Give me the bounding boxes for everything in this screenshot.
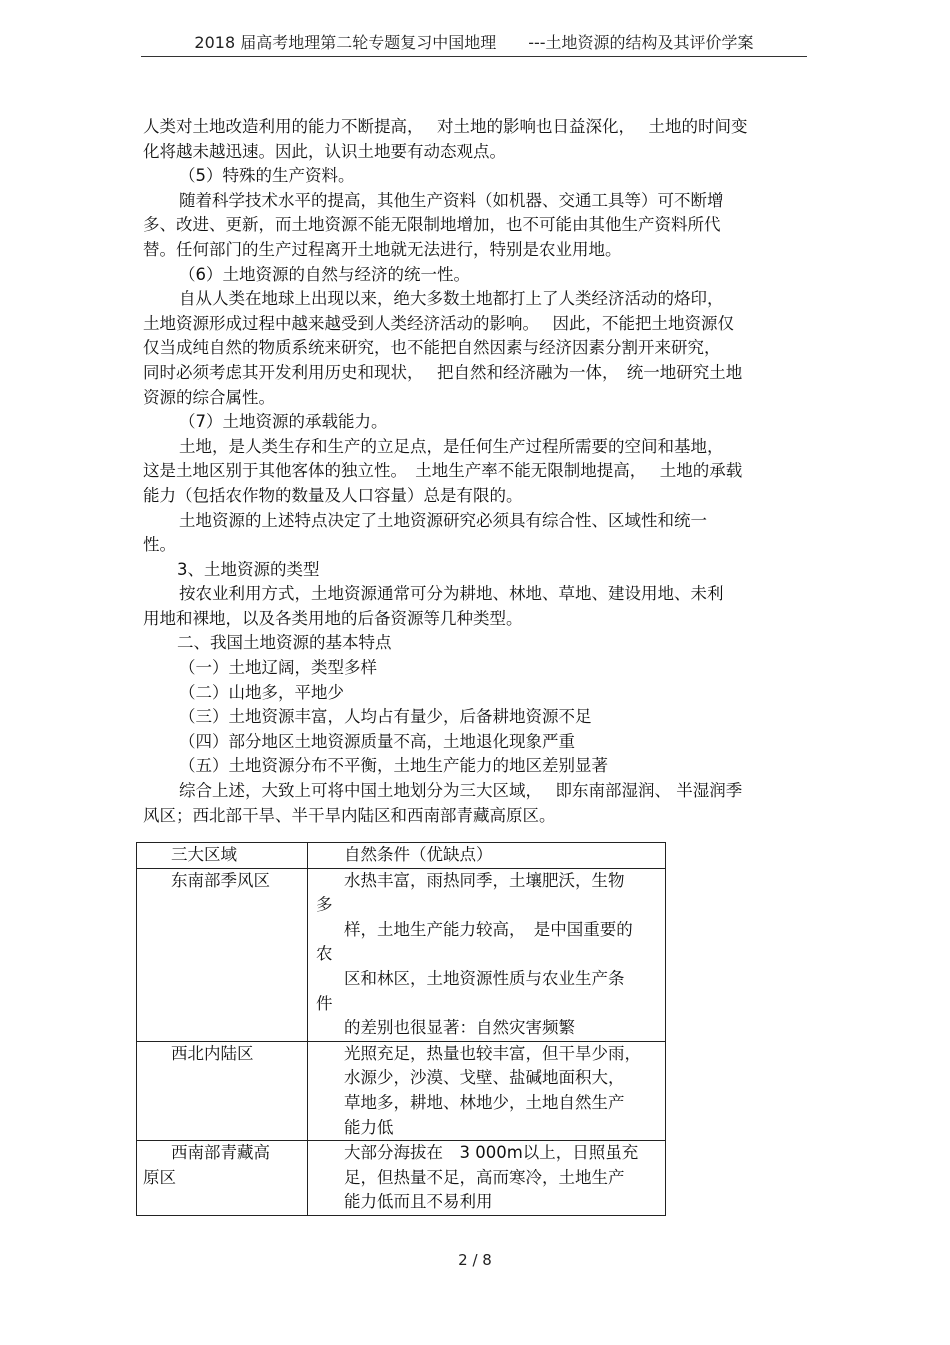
table-row xyxy=(137,868,666,1041)
condition-cell xyxy=(308,1041,666,1140)
text-line: 性。 xyxy=(143,535,176,555)
condition-text: 水源少，沙漠、戈壁、盐碱地面积大， xyxy=(344,1068,625,1088)
condition-text: 的差别也很显著：自然灾害频繁 xyxy=(344,1018,575,1038)
text-line: 土地资源形成过程中越来越受到人类经济活动的影响。 因此，不能把土地资源仅 xyxy=(143,313,734,333)
condition-text: 能力低 xyxy=(344,1117,394,1137)
table-row xyxy=(137,1141,666,1216)
document-body xyxy=(143,115,843,828)
text-line: （6）土地资源的自然与经济的统一性。 xyxy=(179,264,470,284)
region-name-cell xyxy=(137,868,308,1041)
condition-text: 件 xyxy=(316,993,333,1013)
region-name-cell xyxy=(137,1041,308,1140)
regions-table xyxy=(136,842,666,1216)
text-line: 用地和裸地，以及各类用地的后备资源等几种类型。 xyxy=(143,608,523,628)
text-line: 土地，是人类生存和生产的立足点，是任何生产过程所需要的空间和基地， xyxy=(179,436,724,456)
text-line: （7）土地资源的承载能力。 xyxy=(179,412,388,432)
text-line: 化将越未越迅速。因此，认识土地要有动态观点。 xyxy=(143,141,506,161)
condition-text: 草地多，耕地、林地少，土地自然生产 xyxy=(344,1092,625,1112)
text-line: （四）部分地区土地资源质量不高，土地退化现象严重 xyxy=(179,731,575,751)
condition-cell xyxy=(308,868,666,1041)
condition-text: 样，土地生产能力较高， 是中国重要的 xyxy=(344,919,633,939)
text-line: 二、我国土地资源的基本特点 xyxy=(177,633,392,653)
region-name: 原区 xyxy=(143,1167,176,1187)
condition-text: 足，但热量不足，高而寒冷，土地生产 xyxy=(344,1167,625,1187)
region-name: 西北内陆区 xyxy=(171,1043,254,1063)
page-header: 2018 届高考地理第二轮专题复习中国地理 ---土地资源的结构及其评价学案 xyxy=(194,33,754,52)
condition-text: 能力低而且不易利用 xyxy=(344,1192,493,1212)
text-line: （一）土地辽阔，类型多样 xyxy=(179,658,377,678)
text-line: 土地资源的上述特点决定了土地资源研究必须具有综合性、区域性和统一 xyxy=(179,510,707,530)
condition-text: 光照充足，热量也较丰富，但干旱少雨， xyxy=(344,1043,641,1063)
text-line: 这是土地区别于其他客体的独立性。 土地生产率不能无限制地提高， 土地的承载 xyxy=(143,461,743,481)
text-line: 多、改进、更新，而土地资源不能无限制地增加，也不可能由其他生产资料所代 xyxy=(143,215,721,235)
text-line: 替。任何部门的生产过程离开土地就无法进行，特别是农业用地。 xyxy=(143,239,622,259)
text-line: 自从人类在地球上出现以来，绝大多数土地都打上了人类经济活动的烙印， xyxy=(179,289,724,309)
condition-text: 大部分海拔在 3 000m以上，日照虽充 xyxy=(344,1143,639,1163)
table-header-cell xyxy=(308,843,666,869)
region-name: 东南部季风区 xyxy=(171,870,270,890)
text-line: （二）山地多，平地少 xyxy=(179,682,344,702)
text-line: 同时必须考虑其开发利用历史和现状， 把自然和经济融为一体， 统一地研究土地 xyxy=(143,362,743,382)
table-header-row xyxy=(137,843,666,869)
text-line: 资源的综合属性。 xyxy=(143,387,275,407)
text-line: 按农业利用方式，土地资源通常可分为耕地、林地、草地、建设用地、未利 xyxy=(179,584,724,604)
header-label: 自然条件（优缺点） xyxy=(344,845,493,864)
text-line: 随着科学技术水平的提高，其他生产资料（如机器、交通工具等）可不断增 xyxy=(179,190,724,210)
text-line: 3、土地资源的类型 xyxy=(177,559,320,579)
text-line: 仅当成纯自然的物质系统来研究，也不能把自然因素与经济因素分割开来研究， xyxy=(143,338,721,358)
text-line: 人类对土地改造利用的能力不断提高， 对土地的影响也日益深化， 土地的时间变 xyxy=(143,117,748,136)
text-line: 风区；西北部干旱、半干旱内陆区和西南部青藏高原区。 xyxy=(143,805,556,825)
table-row xyxy=(137,1041,666,1140)
condition-cell xyxy=(308,1141,666,1216)
condition-text: 多 xyxy=(316,895,333,915)
condition-text: 水热丰富，雨热同季，土壤肥沃，生物 xyxy=(344,870,625,890)
condition-text: 区和林区，土地资源性质与农业生产条 xyxy=(344,968,625,988)
text-line: （五）土地资源分布不平衡，土地生产能力的地区差别显著 xyxy=(179,756,608,776)
text-line: 能力（包括农作物的数量及人口容量）总是有限的。 xyxy=(143,485,523,505)
header-divider xyxy=(141,56,807,57)
region-name: 西南部青藏高 xyxy=(171,1143,270,1163)
text-line: 综合上述，大致上可将中国土地划分为三大区域， 即东南部湿润、 半湿润季 xyxy=(179,781,743,801)
text-line: （三）土地资源丰富，人均占有量少，后备耕地资源不足 xyxy=(179,707,592,727)
header-label: 三大区域 xyxy=(171,845,237,864)
table-header-cell xyxy=(137,843,308,869)
region-name-cell xyxy=(137,1141,308,1216)
condition-text: 农 xyxy=(316,944,333,964)
page-number: 2 / 8 xyxy=(458,1251,492,1269)
text-line: （5）特殊的生产资料。 xyxy=(179,166,355,186)
